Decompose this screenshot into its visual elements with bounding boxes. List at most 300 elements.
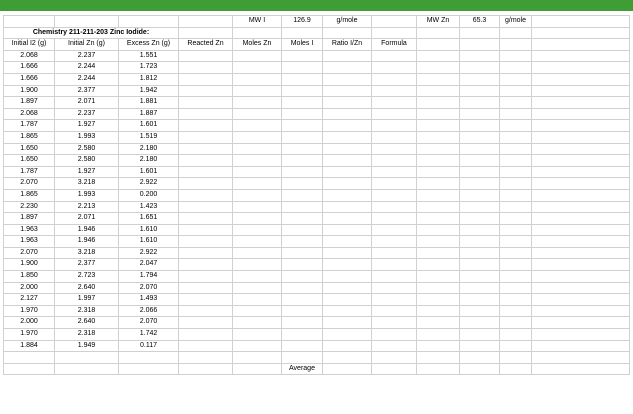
excess-zn-cell[interactable]: 1.551: [119, 50, 179, 62]
cell[interactable]: [323, 50, 372, 62]
cell[interactable]: [233, 305, 282, 317]
cell[interactable]: [323, 178, 372, 190]
initial-i2-cell[interactable]: 2.230: [4, 201, 55, 213]
mw-zn-value[interactable]: 65.3: [460, 16, 500, 28]
cell[interactable]: [179, 62, 233, 74]
cell[interactable]: [372, 201, 417, 213]
cell[interactable]: [55, 16, 119, 28]
cell[interactable]: [417, 50, 460, 62]
cell[interactable]: [372, 271, 417, 283]
cell[interactable]: [119, 363, 179, 375]
initial-zn-cell[interactable]: 1.927: [55, 166, 119, 178]
excess-zn-cell[interactable]: 1.881: [119, 97, 179, 109]
cell[interactable]: [323, 271, 372, 283]
cell[interactable]: [417, 27, 460, 39]
cell[interactable]: [282, 247, 323, 259]
cell[interactable]: [372, 247, 417, 259]
cell[interactable]: [532, 85, 630, 97]
excess-zn-cell[interactable]: 1.651: [119, 213, 179, 225]
cell[interactable]: [417, 39, 460, 51]
cell[interactable]: [282, 259, 323, 271]
initial-i2-cell[interactable]: 1.666: [4, 73, 55, 85]
cell[interactable]: [179, 189, 233, 201]
cell[interactable]: [460, 294, 500, 306]
cell[interactable]: [532, 108, 630, 120]
initial-zn-cell[interactable]: 2.377: [55, 85, 119, 97]
excess-zn-cell[interactable]: 2.070: [119, 317, 179, 329]
cell[interactable]: [417, 224, 460, 236]
cell[interactable]: [323, 85, 372, 97]
cell[interactable]: [460, 247, 500, 259]
cell[interactable]: [500, 271, 532, 283]
cell[interactable]: [323, 143, 372, 155]
cell[interactable]: [372, 259, 417, 271]
cell[interactable]: [282, 85, 323, 97]
cell[interactable]: [179, 97, 233, 109]
cell[interactable]: [417, 85, 460, 97]
cell[interactable]: [323, 97, 372, 109]
cell[interactable]: [233, 85, 282, 97]
initial-zn-cell[interactable]: 2.723: [55, 271, 119, 283]
initial-zn-cell[interactable]: 2.377: [55, 259, 119, 271]
cell[interactable]: [417, 120, 460, 132]
cell[interactable]: [282, 178, 323, 190]
excess-zn-cell[interactable]: 1.942: [119, 85, 179, 97]
initial-i2-cell[interactable]: 1.865: [4, 189, 55, 201]
initial-zn-cell[interactable]: 2.640: [55, 282, 119, 294]
initial-i2-cell[interactable]: 2.068: [4, 50, 55, 62]
cell[interactable]: [233, 27, 282, 39]
header-ratio[interactable]: Ratio I/Zn: [323, 39, 372, 51]
header-formula[interactable]: Formula: [372, 39, 417, 51]
cell[interactable]: [532, 189, 630, 201]
excess-zn-cell[interactable]: 0.200: [119, 189, 179, 201]
cell[interactable]: [372, 294, 417, 306]
initial-zn-cell[interactable]: 2.318: [55, 329, 119, 341]
cell[interactable]: [417, 363, 460, 375]
cell[interactable]: [179, 363, 233, 375]
cell[interactable]: [282, 305, 323, 317]
initial-zn-cell[interactable]: 1.927: [55, 120, 119, 132]
cell[interactable]: [417, 73, 460, 85]
cell[interactable]: [532, 329, 630, 341]
cell[interactable]: [500, 259, 532, 271]
cell[interactable]: [233, 178, 282, 190]
cell[interactable]: [500, 131, 532, 143]
cell[interactable]: [282, 143, 323, 155]
cell[interactable]: [372, 224, 417, 236]
cell[interactable]: [233, 224, 282, 236]
cell[interactable]: [460, 282, 500, 294]
cell[interactable]: [323, 131, 372, 143]
cell[interactable]: [282, 294, 323, 306]
cell[interactable]: [532, 352, 630, 364]
excess-zn-cell[interactable]: 1.601: [119, 166, 179, 178]
cell[interactable]: [233, 131, 282, 143]
initial-zn-cell[interactable]: 2.213: [55, 201, 119, 213]
cell[interactable]: [179, 294, 233, 306]
cell[interactable]: [323, 236, 372, 248]
cell[interactable]: [282, 131, 323, 143]
cell[interactable]: [532, 213, 630, 225]
cell[interactable]: [417, 213, 460, 225]
cell[interactable]: [460, 27, 500, 39]
excess-zn-cell[interactable]: 0.117: [119, 340, 179, 352]
initial-i2-cell[interactable]: 1.970: [4, 329, 55, 341]
cell[interactable]: [282, 329, 323, 341]
cell[interactable]: [460, 340, 500, 352]
cell[interactable]: [532, 317, 630, 329]
mw-i-label[interactable]: MW I: [233, 16, 282, 28]
cell[interactable]: [179, 271, 233, 283]
cell[interactable]: [282, 73, 323, 85]
excess-zn-cell[interactable]: 2.922: [119, 247, 179, 259]
cell[interactable]: [233, 143, 282, 155]
initial-zn-cell[interactable]: 1.946: [55, 224, 119, 236]
cell[interactable]: [460, 97, 500, 109]
cell[interactable]: [372, 317, 417, 329]
cell[interactable]: [323, 363, 372, 375]
initial-i2-cell[interactable]: 1.787: [4, 166, 55, 178]
cell[interactable]: [460, 155, 500, 167]
initial-i2-cell[interactable]: 2.000: [4, 282, 55, 294]
excess-zn-cell[interactable]: 2.047: [119, 259, 179, 271]
cell[interactable]: [282, 213, 323, 225]
cell[interactable]: [323, 201, 372, 213]
mw-zn-unit[interactable]: g/mole: [500, 16, 532, 28]
cell[interactable]: [179, 73, 233, 85]
cell[interactable]: [417, 166, 460, 178]
cell[interactable]: [500, 189, 532, 201]
cell[interactable]: [460, 50, 500, 62]
cell[interactable]: [500, 73, 532, 85]
cell[interactable]: [417, 131, 460, 143]
initial-zn-cell[interactable]: 3.218: [55, 178, 119, 190]
cell[interactable]: [532, 271, 630, 283]
cell[interactable]: [323, 189, 372, 201]
cell[interactable]: [233, 236, 282, 248]
cell[interactable]: [323, 340, 372, 352]
excess-zn-cell[interactable]: 1.493: [119, 294, 179, 306]
cell[interactable]: [372, 236, 417, 248]
initial-zn-cell[interactable]: 2.244: [55, 62, 119, 74]
initial-zn-cell[interactable]: 2.318: [55, 305, 119, 317]
header-initial-zn[interactable]: Initial Zn (g): [55, 39, 119, 51]
cell[interactable]: [233, 73, 282, 85]
initial-zn-cell[interactable]: 2.580: [55, 143, 119, 155]
cell[interactable]: [417, 282, 460, 294]
cell[interactable]: [323, 213, 372, 225]
cell[interactable]: [417, 271, 460, 283]
cell[interactable]: [372, 213, 417, 225]
cell[interactable]: [500, 108, 532, 120]
header-moles-zn[interactable]: Moles Zn: [233, 39, 282, 51]
cell[interactable]: [233, 271, 282, 283]
cell[interactable]: [179, 166, 233, 178]
cell[interactable]: [233, 97, 282, 109]
initial-i2-cell[interactable]: 1.963: [4, 236, 55, 248]
cell[interactable]: [417, 340, 460, 352]
cell[interactable]: [460, 166, 500, 178]
cell[interactable]: [460, 352, 500, 364]
cell[interactable]: [500, 155, 532, 167]
cell[interactable]: [532, 50, 630, 62]
cell[interactable]: [500, 352, 532, 364]
cell[interactable]: [55, 352, 119, 364]
cell[interactable]: [179, 27, 233, 39]
cell[interactable]: [500, 236, 532, 248]
cell[interactable]: [460, 62, 500, 74]
mw-i-unit[interactable]: g/mole: [323, 16, 372, 28]
cell[interactable]: [417, 259, 460, 271]
cell[interactable]: [233, 50, 282, 62]
cell[interactable]: [532, 143, 630, 155]
excess-zn-cell[interactable]: 2.070: [119, 282, 179, 294]
cell[interactable]: [532, 27, 630, 39]
cell[interactable]: [323, 27, 372, 39]
cell[interactable]: [460, 73, 500, 85]
cell[interactable]: [372, 120, 417, 132]
initial-i2-cell[interactable]: 1.900: [4, 259, 55, 271]
excess-zn-cell[interactable]: 1.519: [119, 131, 179, 143]
cell[interactable]: [532, 16, 630, 28]
cell[interactable]: [500, 294, 532, 306]
cell[interactable]: [532, 73, 630, 85]
cell[interactable]: [460, 213, 500, 225]
cell[interactable]: [179, 201, 233, 213]
header-moles-i[interactable]: Moles I: [282, 39, 323, 51]
cell[interactable]: [500, 120, 532, 132]
cell[interactable]: [417, 97, 460, 109]
initial-zn-cell[interactable]: 1.949: [55, 340, 119, 352]
initial-zn-cell[interactable]: 2.071: [55, 213, 119, 225]
cell[interactable]: [323, 108, 372, 120]
cell[interactable]: [323, 166, 372, 178]
cell[interactable]: [233, 62, 282, 74]
cell[interactable]: [417, 236, 460, 248]
excess-zn-cell[interactable]: 1.423: [119, 201, 179, 213]
cell[interactable]: [282, 224, 323, 236]
cell[interactable]: [233, 201, 282, 213]
cell[interactable]: [500, 166, 532, 178]
cell[interactable]: [532, 236, 630, 248]
cell[interactable]: [233, 329, 282, 341]
cell[interactable]: [4, 363, 55, 375]
cell[interactable]: [179, 108, 233, 120]
cell[interactable]: [460, 108, 500, 120]
cell[interactable]: [323, 294, 372, 306]
cell[interactable]: [500, 224, 532, 236]
cell[interactable]: [460, 178, 500, 190]
cell[interactable]: [233, 294, 282, 306]
excess-zn-cell[interactable]: 2.180: [119, 155, 179, 167]
cell[interactable]: [500, 329, 532, 341]
cell[interactable]: [417, 329, 460, 341]
cell[interactable]: [323, 73, 372, 85]
initial-i2-cell[interactable]: 1.963: [4, 224, 55, 236]
cell[interactable]: [233, 166, 282, 178]
cell[interactable]: [500, 50, 532, 62]
cell[interactable]: [233, 352, 282, 364]
cell[interactable]: [460, 236, 500, 248]
cell[interactable]: [460, 143, 500, 155]
initial-i2-cell[interactable]: 1.650: [4, 155, 55, 167]
cell[interactable]: [500, 282, 532, 294]
initial-zn-cell[interactable]: 3.218: [55, 247, 119, 259]
cell[interactable]: [417, 352, 460, 364]
initial-zn-cell[interactable]: 1.946: [55, 236, 119, 248]
initial-i2-cell[interactable]: 1.666: [4, 62, 55, 74]
initial-i2-cell[interactable]: 1.970: [4, 305, 55, 317]
cell[interactable]: [179, 120, 233, 132]
cell[interactable]: [282, 27, 323, 39]
cell[interactable]: [532, 305, 630, 317]
cell[interactable]: [532, 340, 630, 352]
initial-i2-cell[interactable]: 2.000: [4, 317, 55, 329]
cell[interactable]: [460, 305, 500, 317]
cell[interactable]: [282, 352, 323, 364]
cell[interactable]: [460, 317, 500, 329]
cell[interactable]: [282, 62, 323, 74]
cell[interactable]: [282, 271, 323, 283]
excess-zn-cell[interactable]: 2.922: [119, 178, 179, 190]
excess-zn-cell[interactable]: 1.610: [119, 236, 179, 248]
excess-zn-cell[interactable]: 1.812: [119, 73, 179, 85]
cell[interactable]: [179, 224, 233, 236]
cell[interactable]: [532, 39, 630, 51]
cell[interactable]: [500, 143, 532, 155]
cell[interactable]: [500, 85, 532, 97]
cell[interactable]: [500, 201, 532, 213]
cell[interactable]: [460, 189, 500, 201]
excess-zn-cell[interactable]: 1.794: [119, 271, 179, 283]
cell[interactable]: [500, 247, 532, 259]
cell[interactable]: [460, 271, 500, 283]
cell[interactable]: [500, 39, 532, 51]
cell[interactable]: [417, 62, 460, 74]
initial-i2-cell[interactable]: 1.884: [4, 340, 55, 352]
excess-zn-cell[interactable]: 2.180: [119, 143, 179, 155]
initial-zn-cell[interactable]: 2.580: [55, 155, 119, 167]
cell[interactable]: [119, 352, 179, 364]
initial-zn-cell[interactable]: 1.993: [55, 189, 119, 201]
cell[interactable]: [372, 305, 417, 317]
cell[interactable]: [500, 213, 532, 225]
cell[interactable]: [460, 39, 500, 51]
cell[interactable]: [532, 282, 630, 294]
cell[interactable]: [417, 201, 460, 213]
cell[interactable]: [179, 259, 233, 271]
cell[interactable]: [233, 340, 282, 352]
cell[interactable]: [532, 120, 630, 132]
cell[interactable]: [323, 224, 372, 236]
cell[interactable]: [500, 340, 532, 352]
cell[interactable]: [500, 62, 532, 74]
cell[interactable]: [372, 97, 417, 109]
excess-zn-cell[interactable]: 1.723: [119, 62, 179, 74]
average-label[interactable]: Average: [282, 363, 323, 375]
cell[interactable]: [233, 317, 282, 329]
cell[interactable]: [372, 352, 417, 364]
cell[interactable]: [233, 189, 282, 201]
cell[interactable]: [460, 329, 500, 341]
cell[interactable]: [233, 120, 282, 132]
cell[interactable]: [417, 317, 460, 329]
initial-zn-cell[interactable]: 2.640: [55, 317, 119, 329]
cell[interactable]: [282, 50, 323, 62]
cell[interactable]: [323, 282, 372, 294]
cell[interactable]: [532, 224, 630, 236]
cell[interactable]: [282, 317, 323, 329]
cell[interactable]: [323, 317, 372, 329]
cell[interactable]: [233, 213, 282, 225]
cell[interactable]: [500, 97, 532, 109]
initial-i2-cell[interactable]: 2.070: [4, 178, 55, 190]
cell[interactable]: [282, 189, 323, 201]
cell[interactable]: [282, 155, 323, 167]
cell[interactable]: [372, 340, 417, 352]
cell[interactable]: [372, 85, 417, 97]
cell[interactable]: [417, 294, 460, 306]
cell[interactable]: [179, 340, 233, 352]
cell[interactable]: [323, 155, 372, 167]
initial-i2-cell[interactable]: 1.865: [4, 131, 55, 143]
mw-i-value[interactable]: 126.9: [282, 16, 323, 28]
cell[interactable]: [460, 85, 500, 97]
mw-zn-label[interactable]: MW Zn: [417, 16, 460, 28]
cell[interactable]: [179, 317, 233, 329]
initial-i2-cell[interactable]: 1.850: [4, 271, 55, 283]
cell[interactable]: [372, 329, 417, 341]
cell[interactable]: [500, 363, 532, 375]
cell[interactable]: [233, 282, 282, 294]
cell[interactable]: [55, 363, 119, 375]
cell[interactable]: [372, 131, 417, 143]
cell[interactable]: [4, 352, 55, 364]
cell[interactable]: [500, 178, 532, 190]
sheet-title[interactable]: Chemistry 211-211-203 Zinc Iodide:: [4, 27, 179, 39]
cell[interactable]: [179, 16, 233, 28]
initial-zn-cell[interactable]: 2.237: [55, 108, 119, 120]
cell[interactable]: [282, 108, 323, 120]
cell[interactable]: [372, 363, 417, 375]
cell[interactable]: [179, 85, 233, 97]
cell[interactable]: [500, 317, 532, 329]
cell[interactable]: [417, 247, 460, 259]
cell[interactable]: [372, 27, 417, 39]
cell[interactable]: [179, 329, 233, 341]
cell[interactable]: [233, 108, 282, 120]
cell[interactable]: [500, 27, 532, 39]
initial-i2-cell[interactable]: 1.900: [4, 85, 55, 97]
cell[interactable]: [282, 282, 323, 294]
initial-zn-cell[interactable]: 2.071: [55, 97, 119, 109]
initial-i2-cell[interactable]: 2.068: [4, 108, 55, 120]
excess-zn-cell[interactable]: 2.066: [119, 305, 179, 317]
cell[interactable]: [532, 97, 630, 109]
cell[interactable]: [179, 143, 233, 155]
cell[interactable]: [233, 155, 282, 167]
cell[interactable]: [532, 178, 630, 190]
cell[interactable]: [372, 189, 417, 201]
cell[interactable]: [417, 178, 460, 190]
cell[interactable]: [532, 363, 630, 375]
header-initial-i2[interactable]: Initial I2 (g): [4, 39, 55, 51]
cell[interactable]: [372, 178, 417, 190]
initial-zn-cell[interactable]: 2.244: [55, 73, 119, 85]
cell[interactable]: [179, 178, 233, 190]
cell[interactable]: [372, 16, 417, 28]
